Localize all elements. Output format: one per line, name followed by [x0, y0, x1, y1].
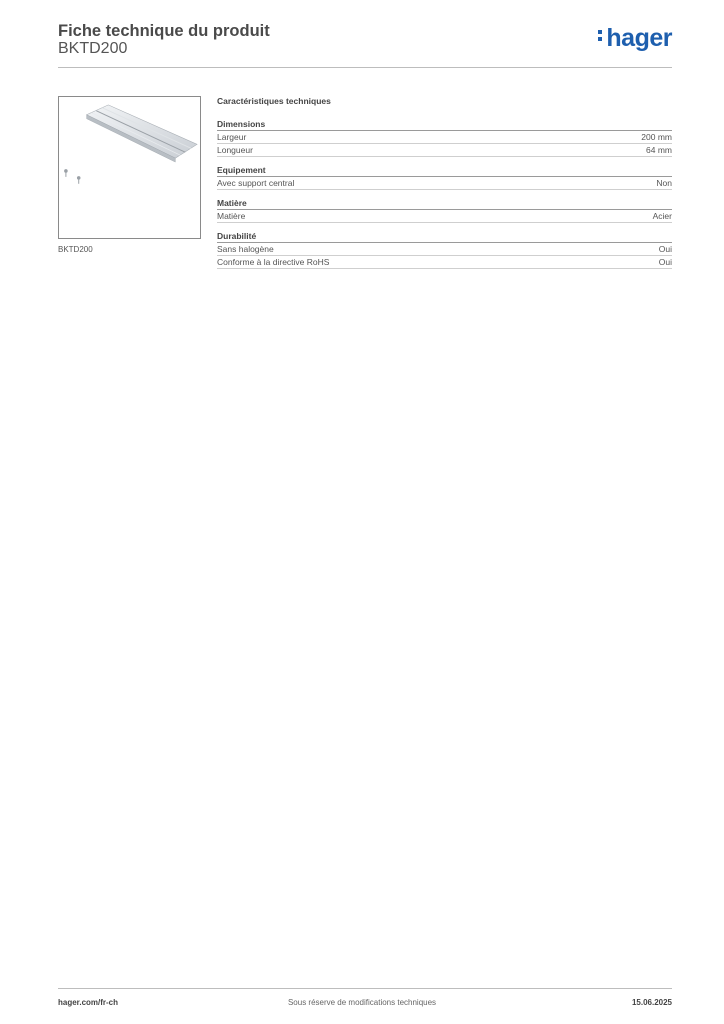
spec-value: Acier [652, 211, 672, 221]
spec-label: Conforme à la directive RoHS [217, 257, 330, 267]
spec-value: Oui [658, 244, 672, 254]
spec-row [217, 131, 672, 144]
spec-row [217, 243, 672, 256]
footer-disclaimer: Sous réserve de modifications techniques [287, 998, 437, 1007]
hager-logo [598, 24, 672, 53]
spec-row [217, 144, 672, 157]
footer-website-link[interactable]: hager.com/fr-ch [58, 998, 119, 1007]
spec-label: Avec support central [217, 178, 295, 188]
spec-value: Oui [658, 257, 672, 267]
spec-section-equipement [217, 164, 672, 190]
spec-row [217, 256, 672, 269]
section-title: Dimensions [217, 118, 672, 131]
spec-section-matiere [217, 197, 672, 223]
spec-label: Sans halogène [217, 244, 274, 254]
spec-label: Matière [217, 211, 246, 221]
image-caption: BKTD200 [58, 245, 93, 254]
footer-date: 15.06.2025 [631, 998, 672, 1007]
spec-value: Non [656, 178, 672, 188]
logo-text: hager [606, 24, 672, 52]
spec-section-durabilite [217, 230, 672, 269]
cover-plate-illustration [59, 97, 200, 238]
spec-value: 64 mm [646, 145, 672, 155]
section-title: Matière [217, 197, 672, 210]
section-title: Durabilité [217, 230, 672, 243]
section-title: Equipement [217, 164, 672, 177]
spec-section-dimensions [217, 118, 672, 157]
technical-specs [217, 96, 672, 276]
header-divider [58, 67, 672, 68]
spec-value: 200 mm [641, 132, 672, 142]
product-code: BKTD200 [58, 40, 128, 57]
product-image [58, 96, 201, 239]
specs-title: Caractéristiques techniques [217, 96, 331, 106]
spec-row [217, 177, 672, 190]
spec-label: Longueur [217, 145, 253, 155]
spec-label: Largeur [217, 132, 247, 142]
footer-divider [58, 988, 672, 989]
spec-row [217, 210, 672, 223]
logo-dots-icon [598, 27, 604, 44]
page-title: Fiche technique du produit [58, 22, 270, 40]
